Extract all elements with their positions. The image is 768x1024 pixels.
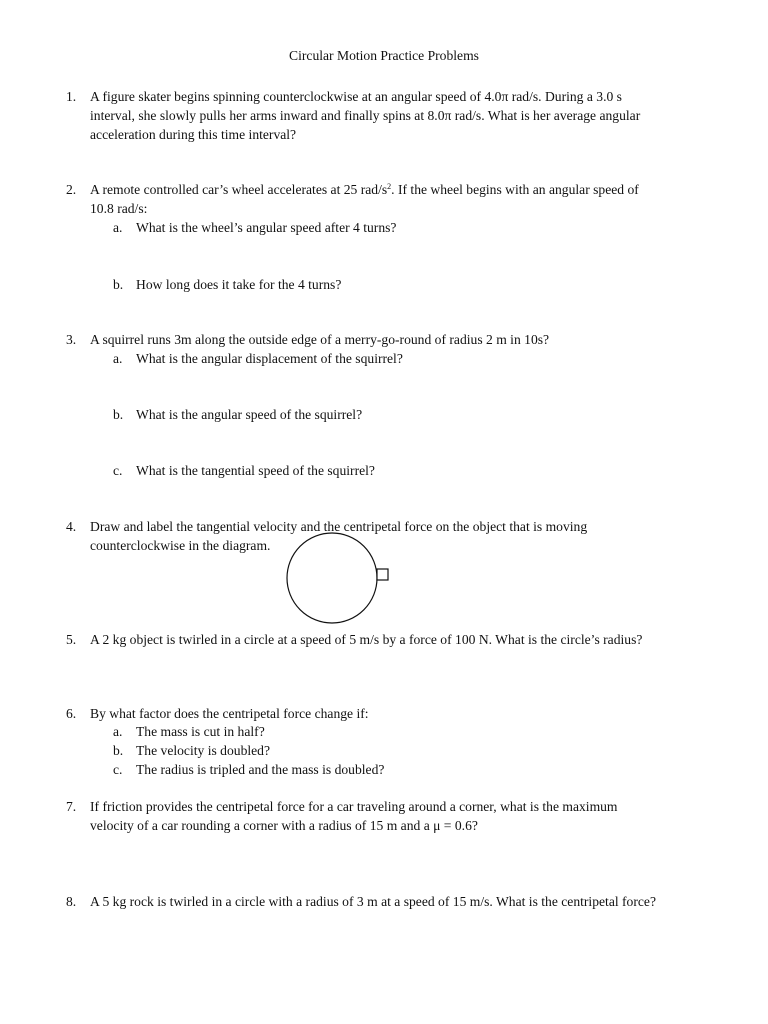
subquestion-6c	[113, 760, 736, 779]
subquestion-label: c.	[113, 463, 123, 478]
question-5	[66, 630, 730, 649]
question-4	[66, 517, 730, 555]
question-text-line: A squirrel runs 3m along the outside edge of a merry-go-round of radius 2 m in 10s?	[90, 332, 550, 347]
moving-object-square	[377, 569, 388, 580]
superscript: 2	[387, 182, 392, 191]
question-text-line	[90, 180, 730, 199]
subquestion-2b	[113, 275, 736, 294]
question-number: 6.	[66, 706, 77, 721]
circular-path	[287, 533, 377, 623]
subquestion-3a	[113, 349, 736, 368]
question-number: 4.	[66, 519, 77, 534]
question-2	[66, 180, 730, 218]
subquestion-text: How long does it take for the 4 turns?	[136, 277, 342, 292]
question-text-line: counterclockwise in the diagram.	[90, 538, 271, 553]
subquestion-3c	[113, 461, 736, 480]
question-text: A remote controlled car’s wheel accelerates at 25 rad/s	[90, 182, 388, 197]
subquestion-3b	[113, 405, 736, 424]
question-number: 8.	[66, 894, 77, 909]
question-number: 7.	[66, 799, 77, 814]
subquestion-label: b.	[113, 743, 124, 758]
subquestion-text: What is the angular speed of the squirrel?	[136, 407, 363, 422]
question-7	[66, 797, 730, 835]
subquestion-label: a.	[113, 351, 123, 366]
question-text-line: If friction provides the centripetal force for a car traveling around a corner, what is the maximum	[90, 799, 618, 814]
question-text-line: By what factor does the centripetal force change if:	[90, 706, 369, 721]
question-number: 1.	[66, 89, 77, 104]
question-text-line: A 5 kg rock is twirled in a circle with a radius of 3 m at a speed of 15 m/s. What is the centripetal force?	[90, 894, 656, 909]
question-1	[66, 87, 730, 144]
question-text-line: velocity of a car rounding a corner with a radius of 15 m and a μ = 0.6?	[90, 818, 478, 833]
subquestion-2a	[113, 218, 736, 237]
question-text-line: A 2 kg object is twirled in a circle at a speed of 5 m/s by a force of 100 N. What is the circle’s radius?	[90, 632, 643, 647]
question-text-line: interval, she slowly pulls her arms inward and finally spins at 8.0π rad/s. What is her average angular	[90, 108, 641, 123]
question-number: 5.	[66, 632, 77, 647]
circle-diagram	[286, 530, 392, 630]
question-6	[66, 704, 730, 723]
subquestion-text: The velocity is doubled?	[136, 743, 271, 758]
question-text-line: acceleration during this time interval?	[90, 127, 297, 142]
question-text: . If the wheel begins with an angular speed of	[391, 182, 639, 197]
question-text-line: Draw and label the tangential velocity and the centripetal force on the object that is moving	[90, 519, 588, 534]
question-3	[66, 330, 730, 349]
question-text-line: A figure skater begins spinning counterclockwise at an angular speed of 4.0π rad/s. During a 3.0 s	[90, 89, 622, 104]
question-8	[66, 892, 750, 911]
question-text-line: 10.8 rad/s:	[90, 201, 148, 216]
subquestion-6a	[113, 722, 736, 741]
subquestion-label: c.	[113, 762, 123, 777]
subquestion-text: What is the wheel’s angular speed after 4 turns?	[136, 220, 397, 235]
subquestion-label: a.	[113, 724, 123, 739]
subquestion-text: The mass is cut in half?	[136, 724, 265, 739]
subquestion-text: What is the angular displacement of the squirrel?	[136, 351, 403, 366]
page-title: Circular Motion Practice Problems	[289, 48, 479, 63]
subquestion-6b	[113, 741, 736, 760]
question-number: 3.	[66, 332, 77, 347]
subquestion-label: b.	[113, 407, 124, 422]
subquestion-label: a.	[113, 220, 123, 235]
subquestion-text: The radius is tripled and the mass is doubled?	[136, 762, 385, 777]
subquestion-label: b.	[113, 277, 124, 292]
question-number: 2.	[66, 182, 77, 197]
subquestion-text: What is the tangential speed of the squirrel?	[136, 463, 375, 478]
